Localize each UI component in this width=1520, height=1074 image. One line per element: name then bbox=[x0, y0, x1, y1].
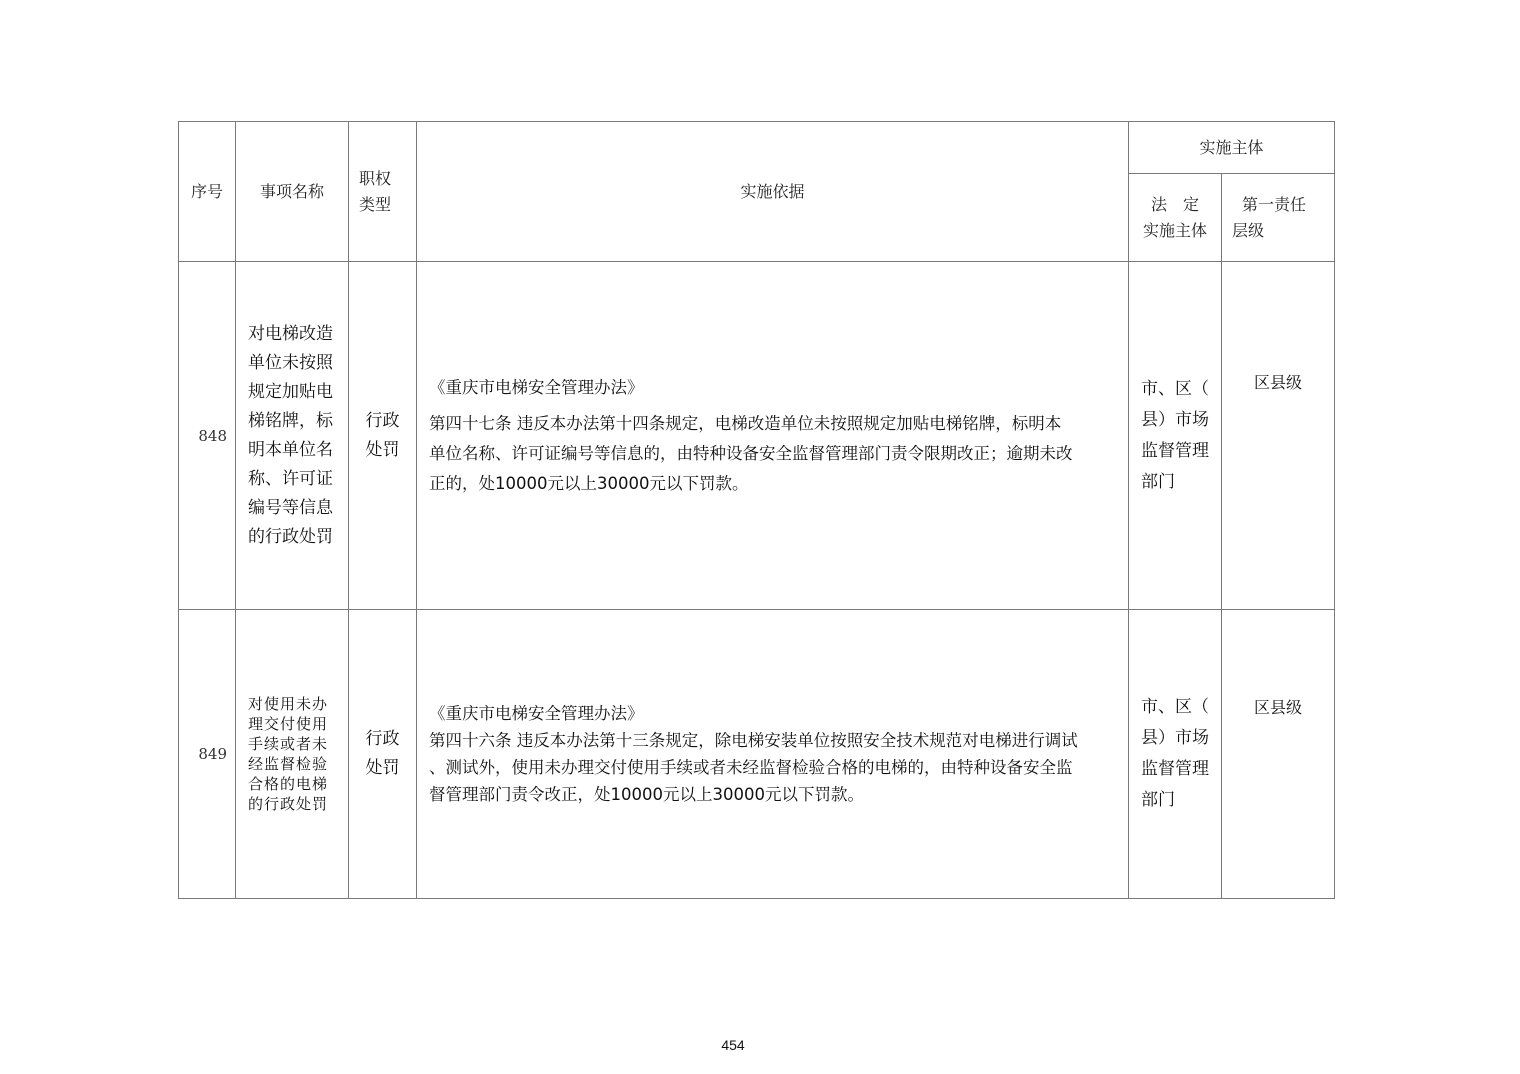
legal-subject: 市、区（ 县）市场 监督管理 部门 bbox=[1129, 262, 1222, 610]
header-legal-subject: 法 定 实施主体 bbox=[1129, 174, 1222, 262]
power-type: 行政 处罚 bbox=[349, 610, 417, 899]
power-type: 行政 处罚 bbox=[349, 262, 417, 610]
header-row bbox=[179, 122, 1335, 174]
table-row bbox=[179, 610, 1335, 899]
header-seq: 序号 bbox=[179, 122, 236, 262]
header-subject: 实施主体 bbox=[1129, 122, 1335, 174]
row-number: 849 bbox=[179, 610, 236, 899]
responsibility-level: 区县级 bbox=[1222, 262, 1335, 610]
legal-subject: 市、区（ 县）市场 监督管理 部门 bbox=[1129, 610, 1222, 899]
header-basis: 实施依据 bbox=[417, 122, 1129, 262]
header-level: 第一责任 层级 bbox=[1222, 174, 1335, 262]
item-name: 对使用未办 理交付使用 手续或者未 经监督检验 合格的电梯 的行政处罚 bbox=[236, 610, 349, 899]
header-power-type: 职权 类型 bbox=[349, 122, 417, 262]
header-item-name: 事项名称 bbox=[236, 122, 349, 262]
item-name: 对电梯改造 单位未按照 规定加贴电 梯铭牌，标 明本单位名 称、许可证 编号等信息 的行政处罚 bbox=[236, 262, 349, 610]
authority-table bbox=[178, 121, 1335, 899]
row-number: 848 bbox=[179, 262, 236, 610]
page-number: 454 bbox=[721, 1037, 745, 1053]
implementation-basis: 《重庆市电梯安全管理办法》 第四十七条 违反本办法第十四条规定，电梯改造单位未按照规定加贴电梯铭牌，标明本 单位名称、许可证编号等信息的，由特种设备安全监督管理部门责令限期改正；逾期未改 正的，处10000元以上30000元以下罚款。 bbox=[417, 262, 1129, 610]
table-row bbox=[179, 262, 1335, 610]
responsibility-level: 区县级 bbox=[1222, 610, 1335, 899]
implementation-basis: 《重庆市电梯安全管理办法》 第四十六条 违反本办法第十三条规定，除电梯安装单位按照安全技术规范对电梯进行调试 、测试外，使用未办理交付使用手续或者未经监督检验合格的电梯的，由特种设备安全监 督管理部门责令改正，处10000元以上30000元以下罚款。 bbox=[417, 610, 1129, 899]
